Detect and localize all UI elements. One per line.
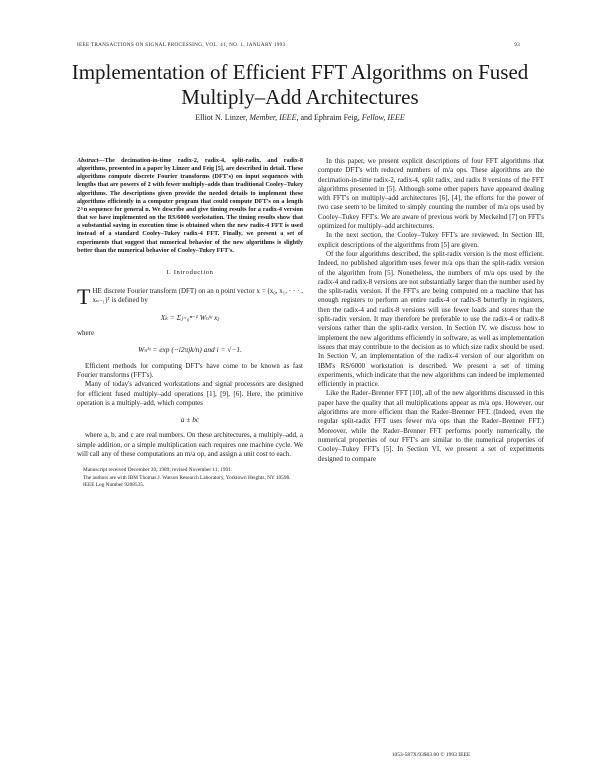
right-paragraph-1: In this paper, we present explicit descriptions of four FFT algorithms that compute DFT's with reduced numbers of m/a ops. These algorithms are the decimation-in-time radix-2, radix-4, split radix, and radix 8 versions of the FFT algorithms presented in [5]. Although some other papers have appeared dealing with FFT's on multiply–add architectures [6], [4], the efforts for the power of two case seem to be limited to simply counting the number of m/a ops used by Cooley–Tukey FFT's. We are aware of previous work by Meckelnd [7] on FFT's optimized for multiply–add architectures. <box>318 157 544 231</box>
right-paragraph-3: Of the four algorithms described, the split-radix version is the most efficient. Indeed, no published algorithm uses fewer m/a ops than the split-radix version of the algorithm from [5]. Nonetheless, the numbers of m/a ops used by the radix-4 and radix-8 versions are not substantially larger than the number used by the split-radix version. If the FFT's are being computed on a machine that has enough registers to perform an entire radix-4 or radix-8 butterfly in registers, then the radix-4 and radix-8 versions will use fewer loads and stores than the split-radix version. It may therefore be preferable to use the radix-4 or radix-8 versions rather than the split-radix version. In Section IV, we discuss how to implement the new algorithms efficiently in software, as well as implementation issues that may contribute to the decision as to which size radix should be used. In Section V, an implementation of the radix-4 version of our algorithm on IBM's RS/6000 workstation is described. We present a set of timing experiments, which indicate that the new algorithms can indeed be implemented efficiently in practice. <box>318 249 544 389</box>
paper-title: Implementation of Efficient FFT Algorithms on Fused Multiply–Add Architectures <box>71 60 529 109</box>
author-line <box>60 113 540 122</box>
equation-multiply-add: a ± bc <box>180 415 200 425</box>
footnote-log-number: IEEE Log Number 9208535. <box>83 481 145 488</box>
intro-paragraph-1 <box>77 284 303 310</box>
author-2: Ephraim Feig, <box>314 113 360 122</box>
author-1: Elliot N. Linzer, <box>195 113 248 122</box>
footnote-affiliation: The authors are with IBM Thomas J. Watson Research Laboratory, Yorktown Heights, NY 10598. <box>83 474 291 481</box>
author-2-role: Fellow, IEEE <box>361 113 405 122</box>
abstract-label: Abstract— <box>77 157 105 164</box>
footnote <box>77 467 303 489</box>
equation-twiddle: Wₙᵏʲ = exp (−i2πjk/n) and i = √−1. <box>138 345 242 355</box>
equation-dft: Xₖ = Σⱼ₌₀ⁿ⁻¹ Wₙᵏʲ xⱼ <box>160 312 220 322</box>
intro-paragraph-2: Efficient methods for computing DFT's have come to be known as fast Fourier transforms (FFT's). <box>77 361 303 379</box>
abstract <box>77 157 303 255</box>
intro-p1-text: HE discrete Fourier transform (DFT) on an n point vector x = (x₀, x₁, · · · , xₙ₋₁)ᵀ is defined by <box>92 287 303 305</box>
right-paragraph-4: Like the Rader–Brenner FFT [10], all of the new algorithms discussed in this paper have the quality that all multiplications appear as m/a ops. However, our algorithms are more efficient than the Rader–Brenner FFT. (Indeed, even the regular split-radix FFT uses fewer m/a ops than the Rader–Brenner FFT.) Moreover, while the Rader–Brenner FFT performs poorly numerically, the numerical properties of our FFT's are similar to the numerical properties of Cooley–Tukey FFT's [5]. In Section VI, we present a set of experiments designed to compare <box>318 389 544 463</box>
section-heading-introduction: I. Introduction <box>166 268 214 276</box>
intro-paragraph-4: where a, b, and c are real numbers. On these architectures, a multiply–add, a simple addition, or a simple multiplication each requires one machine cycle. We will call any of these computations an m/a op, and assign a unit cost to each. <box>77 431 303 459</box>
drop-cap: T <box>77 284 91 310</box>
intro-paragraph-3: Many of today's advanced workstations and signal processors are designed for efficient fused multiply–add operations [1], [9], [6]. Here, the primitive operation is a multiply–add, which computes <box>77 380 303 407</box>
abstract-text: The decimation-in-time radix-2, radix-4, split-radix, and radix-8 algorithms, presented in a paper by Linzer and Feig [5], are described in detail. These algorithms compute discrete Fourier transforms (DFT's) on input sequences with lengths that are powers of 2 with fewer multiply–adds than traditional Cooley–Tukey algorithms. The descriptions given provide the needed details to implement these algorithms efficiently in a computer program that could compute DFT's on a length 2^n sequence for general n. We describe and give timing results for a radix-4 version that we have implemented on the RS/6000 workstation. The timing results show that a substantial saving in execution time is obtained when the new radix-4 FFT is used instead of a standard Cooley–Tukey radix-4 FFT. Finally, we present a set of experiments that suggest that numerical behavior of the new algorithms is slightly better than the numerical behavior of Cooley–Tukey FFT's. <box>77 157 303 254</box>
author-conjunction: and <box>300 113 313 122</box>
footnote-received: Manuscript received December 30, 1989; revised November 11, 1991. <box>83 467 233 474</box>
journal-header: IEEE TRANSACTIONS ON SIGNAL PROCESSING, VOL. 41, NO. 1, JANUARY 1993 <box>77 42 286 48</box>
copyright-line: 1053-587X/93$03.00 © 1993 IEEE <box>391 752 471 758</box>
right-paragraph-2: In the next section, the Cooley–Tukey FFT's are reviewed. In Section III, explicit descriptions of the algorithms from [5] are given. <box>318 231 544 249</box>
author-1-role: Member, IEEE, <box>249 113 299 122</box>
page-number: 93 <box>514 42 520 48</box>
running-head <box>77 42 520 52</box>
left-column <box>77 157 303 489</box>
where-label: where <box>77 329 95 338</box>
right-column <box>318 157 544 464</box>
